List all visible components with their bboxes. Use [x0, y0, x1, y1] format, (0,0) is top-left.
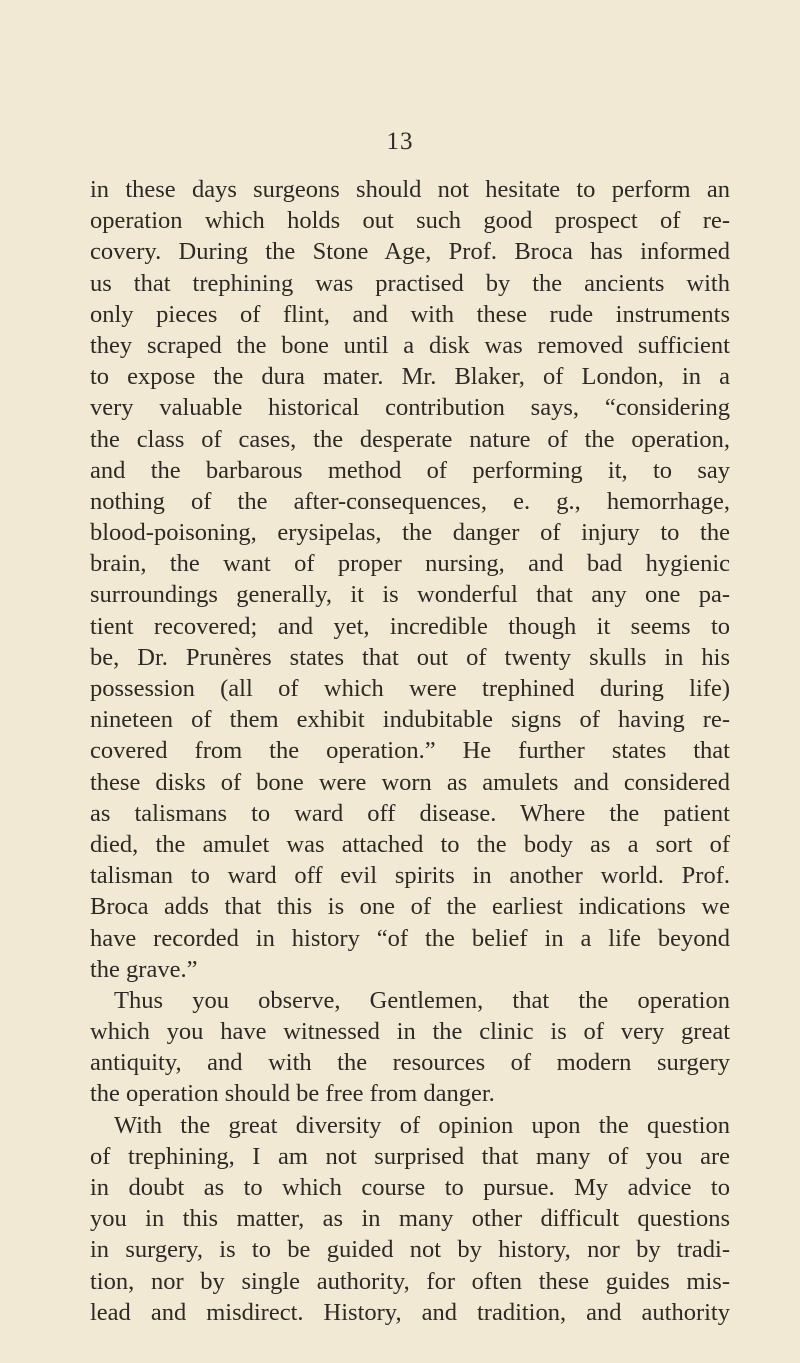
text-line: possession (all of which were trephined during life) [90, 675, 730, 702]
text-line: antiquity, and with the resources of modern surgery [90, 1049, 730, 1077]
text-line: very valuable historical contribution says, “considering [90, 394, 730, 422]
text-line: as talismans to ward off disease. Where the patient [90, 799, 730, 827]
page-number: 13 [386, 128, 414, 155]
text-line: us that trephining was practised by the ancients with [90, 269, 730, 297]
text-line: only pieces of flint, and with these rude instruments [90, 300, 730, 328]
text-line: operation which holds out such good prospect of re- [90, 207, 730, 235]
text-line: Thus you observe, Gentlemen, that the operation [114, 986, 730, 1014]
text-line: Broca adds that this is one of the earliest indications we [90, 893, 730, 921]
text-line: nothing of the after-consequences, e. g., hemorrhage, [90, 487, 730, 515]
text-line: the operation should be free from danger. [90, 1080, 495, 1108]
body-text [90, 174, 730, 1328]
text-line: nineteen of them exhibit indubitable signs of having re- [90, 706, 730, 734]
text-line: covery. During the Stone Age, Prof. Broca has informed [90, 238, 730, 266]
text-line: to expose the dura mater. Mr. Blaker, of London, in a [90, 363, 730, 391]
text-line: which you have witnessed in the clinic is of very great [90, 1018, 730, 1046]
text-line: of trephining, I am not surprised that many of you are [90, 1142, 730, 1170]
text-line: With the great diversity of opinion upon the question [114, 1111, 730, 1139]
text-line: these disks of bone were worn as amulets and considered [90, 768, 730, 796]
text-line: the class of cases, the desperate nature of the operation, [90, 425, 730, 453]
text-line: have recorded in history “of the belief in a life beyond [90, 924, 730, 952]
text-line: brain, the want of proper nursing, and bad hygienic [90, 550, 730, 578]
text-line: and the barbarous method of performing it, to say [90, 456, 730, 484]
text-line: surroundings generally, it is wonderful that any one pa- [90, 581, 730, 609]
text-line: be, Dr. Prunères states that out of twenty skulls in his [90, 643, 730, 671]
text-line: tient recovered; and yet, incredible though it seems to [90, 612, 730, 640]
text-line: in doubt as to which course to pursue. My advice to [90, 1174, 730, 1201]
text-line: covered from the operation.” He further states that [90, 737, 730, 765]
text-line: in surgery, is to be guided not by history, nor by tradi- [90, 1236, 730, 1264]
text-line: the grave.” [90, 955, 198, 983]
text-line: lead and misdirect. History, and tradition, and authority [90, 1298, 730, 1326]
text-line: tion, nor by single authority, for often these guides mis- [90, 1267, 730, 1295]
text-line: died, the amulet was attached to the body as a sort of [90, 830, 730, 858]
text-line: blood-poisoning, erysipelas, the danger of injury to the [90, 519, 730, 547]
text-line: talisman to ward off evil spirits in another world. Prof. [90, 862, 730, 890]
text-line: they scraped the bone until a disk was removed sufficient [90, 331, 730, 359]
text-line: you in this matter, as in many other difficult questions [90, 1205, 730, 1233]
text-line: in these days surgeons should not hesitate to perform an [90, 176, 730, 203]
